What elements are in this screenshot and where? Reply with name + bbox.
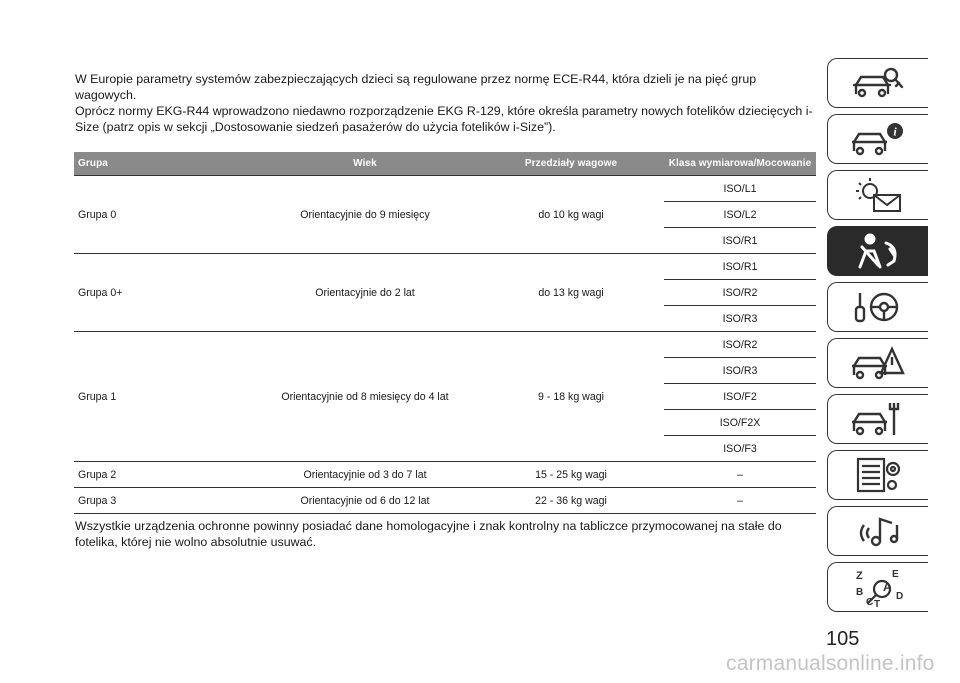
group-name: Grupa 0+ — [74, 254, 252, 332]
multimedia-icon — [850, 511, 906, 551]
index-letter: C — [866, 597, 874, 607]
group-name: Grupa 0 — [74, 176, 252, 254]
outro-paragraph: Wszystkie urządzenia ochronne powinny posiadać dane homologacyjne i znak kontrolny na tabliczce przymocowanej na stałe do fotelika, której nie wolno absolutnie usuwać. — [75, 519, 782, 549]
svg-text:i: i — [893, 124, 897, 139]
group-weight: do 13 kg wagi — [478, 254, 664, 332]
car-tools-icon — [850, 399, 906, 439]
car-key-icon — [850, 63, 906, 103]
intro-paragraph-2: Oprócz normy EKG-R44 wprowadzono niedawno rozporządzenie EKG R-129, które określa parametry nowych fotelików dziecięcych i-Size (patrz opis w sekcji „Dostosowanie siedzeń pasażerów do użycia fotelików i-Size”). — [75, 104, 813, 134]
table-row — [74, 462, 816, 488]
group-age: Orientacyjnie od 3 do 7 lat — [252, 462, 478, 488]
table-row — [74, 332, 816, 358]
table-row — [74, 488, 816, 514]
intro-paragraph-1: W Europie parametry systemów zabezpieczających dzieci są regulowane przez normę ECE-R44, która dzieli je na pięć grup wagowych. — [75, 72, 757, 102]
group-class: ISO/R3 — [664, 306, 816, 332]
car-warning-icon — [850, 343, 906, 383]
group-age: Orientacyjnie od 6 do 12 lat — [252, 488, 478, 514]
group-name: Grupa 1 — [74, 332, 252, 462]
header-klasa: Klasa wymiarowa/Mocowanie — [664, 152, 816, 176]
tab-multimedia[interactable] — [827, 506, 928, 556]
group-class: ISO/R1 — [664, 254, 816, 280]
group-class: – — [664, 462, 816, 488]
tab-specifications[interactable] — [827, 450, 928, 500]
warning-lights-icon — [850, 175, 906, 215]
tab-car-info[interactable] — [827, 114, 928, 164]
child-seat-groups-table — [74, 152, 816, 514]
chapter-tabs-sidebar — [827, 58, 929, 618]
outro-text — [75, 518, 815, 550]
header-przedzialy: Przedziały wagowe — [478, 152, 664, 176]
index-letter: D — [896, 591, 904, 602]
group-age: Orientacyjnie do 2 lat — [252, 254, 478, 332]
index-letter: T — [874, 599, 881, 607]
index-letter: Z — [856, 570, 863, 582]
header-wiek: Wiek — [252, 152, 478, 176]
group-class: ISO/F2X — [664, 410, 816, 436]
header-grupa: Grupa — [74, 152, 252, 176]
group-class: ISO/F3 — [664, 436, 816, 462]
table-header-row — [74, 152, 816, 176]
car-info-icon — [850, 119, 906, 159]
page-number: 105 — [826, 628, 860, 650]
watermark: carmanualsonline.info — [726, 652, 935, 675]
group-weight: 15 - 25 kg wagi — [478, 462, 664, 488]
group-name: Grupa 2 — [74, 462, 252, 488]
group-weight: 9 - 18 kg wagi — [478, 332, 664, 462]
index-letter: E — [892, 569, 899, 580]
tab-seatbelt-airbag[interactable] — [827, 226, 928, 276]
intro-text — [75, 71, 815, 135]
group-class: ISO/L2 — [664, 202, 816, 228]
group-class: ISO/R3 — [664, 358, 816, 384]
specifications-gear-icon — [850, 455, 906, 495]
index-letter: A — [883, 580, 892, 594]
alphabetical-index-icon — [850, 567, 906, 607]
index-letter: B — [856, 587, 864, 598]
group-class: ISO/L1 — [664, 176, 816, 202]
group-class: ISO/F2 — [664, 384, 816, 410]
tab-car-warning[interactable] — [827, 338, 928, 388]
tab-car-tools[interactable] — [827, 394, 928, 444]
seatbelt-airbag-icon — [850, 231, 906, 271]
steering-wheel-key-icon — [850, 287, 906, 327]
group-weight: 22 - 36 kg wagi — [478, 488, 664, 514]
group-class: ISO/R2 — [664, 280, 816, 306]
group-class: ISO/R1 — [664, 228, 816, 254]
group-class: ISO/R2 — [664, 332, 816, 358]
tab-warning-lights[interactable] — [827, 170, 928, 220]
group-age: Orientacyjnie od 8 miesięcy do 4 lat — [252, 332, 478, 462]
tab-index[interactable] — [827, 562, 928, 612]
table-row — [74, 254, 816, 280]
group-name: Grupa 3 — [74, 488, 252, 514]
tab-car-key[interactable] — [827, 58, 928, 108]
table-row — [74, 176, 816, 202]
group-weight: do 10 kg wagi — [478, 176, 664, 254]
tab-steering-key[interactable] — [827, 282, 928, 332]
group-class: – — [664, 488, 816, 514]
group-age: Orientacyjnie do 9 miesięcy — [252, 176, 478, 254]
